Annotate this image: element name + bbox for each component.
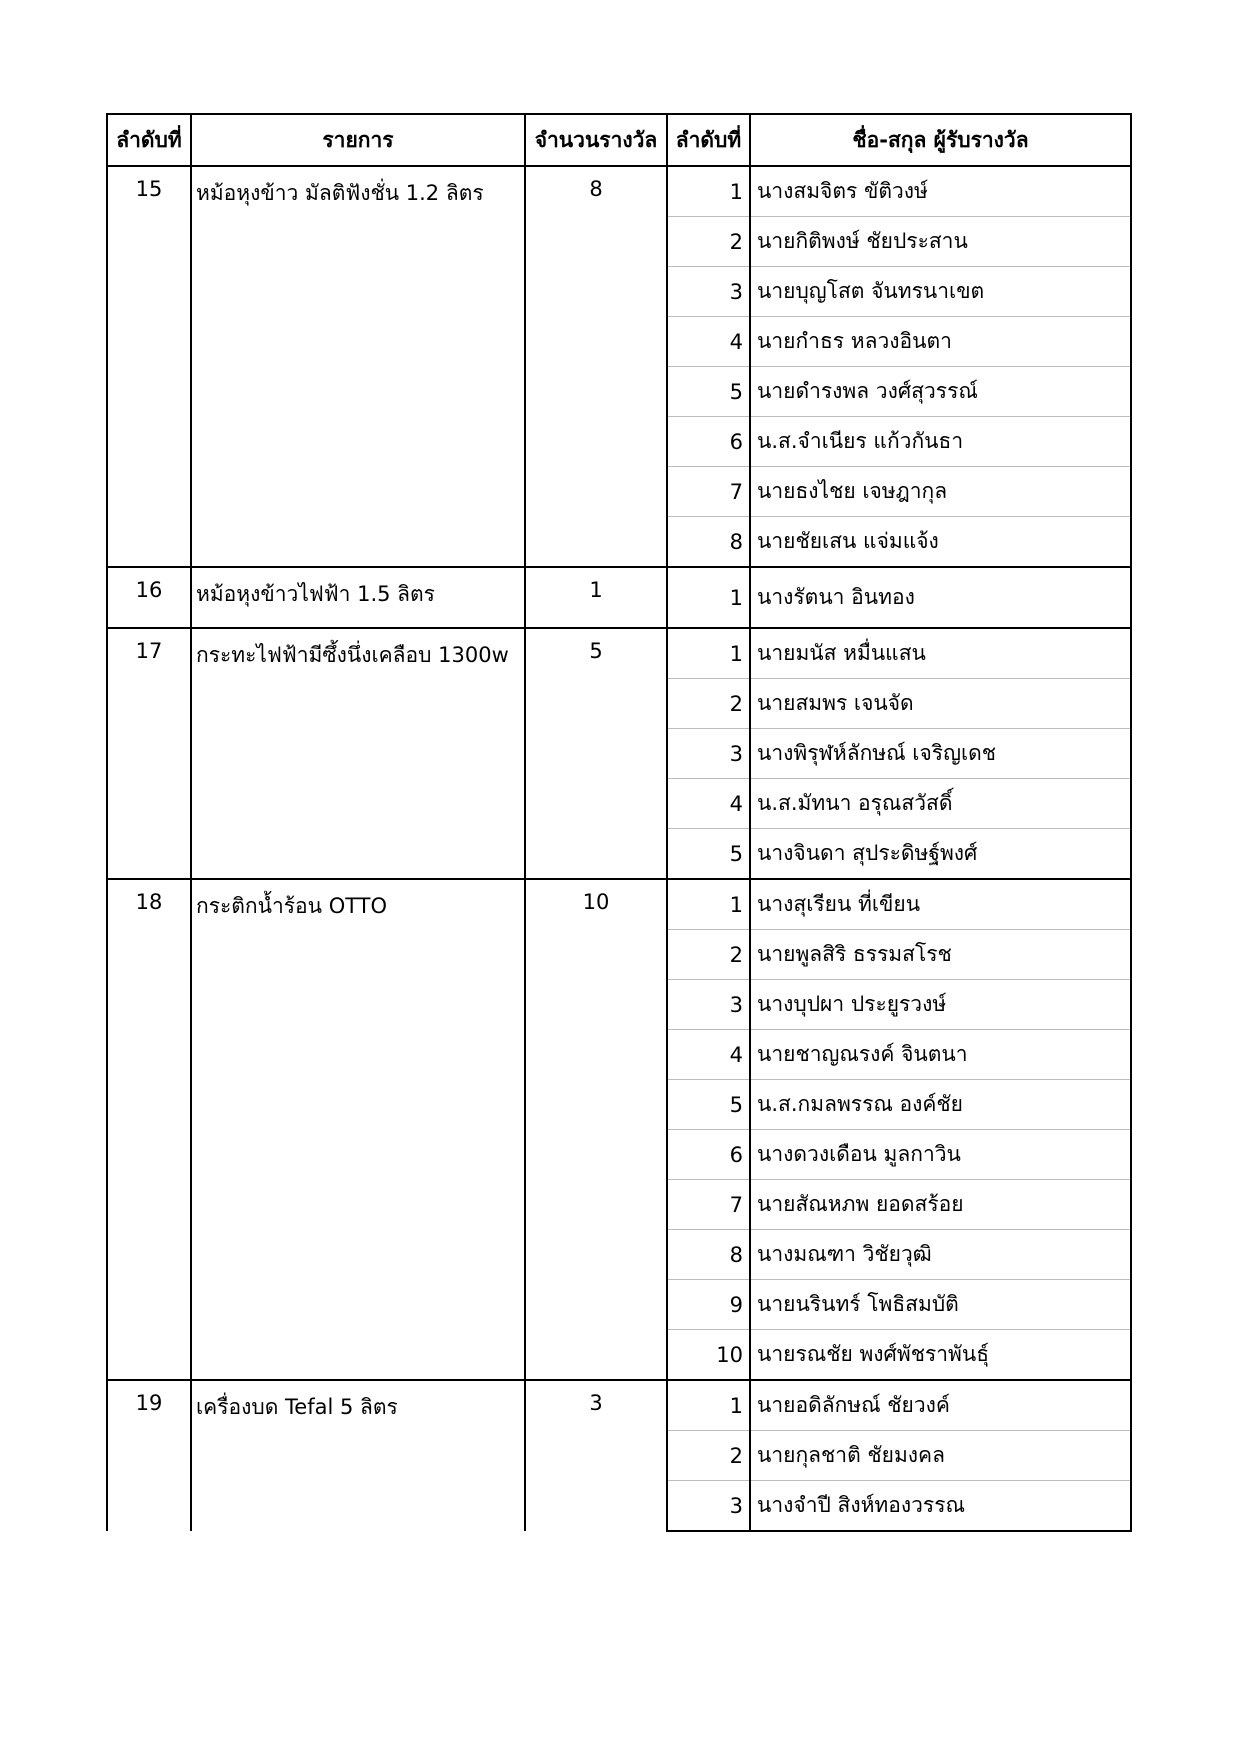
winner-name-cell: นางพิรุฬห์ลักษณ์ เจริญเดช: [750, 729, 1131, 779]
winner-seq-cell: 4: [667, 779, 750, 829]
winner-seq-cell: 6: [667, 417, 750, 467]
winner-seq-cell: 3: [667, 1481, 750, 1532]
winner-name-cell: น.ส.กมลพรรณ องค์ชัย: [750, 1080, 1131, 1130]
header-winner-seq: ลำดับที่: [667, 114, 750, 166]
prize-count-cell: 10: [525, 879, 667, 1380]
winner-seq-cell: 1: [667, 166, 750, 217]
winner-seq-cell: 3: [667, 267, 750, 317]
winner-seq-cell: 3: [667, 729, 750, 779]
item-seq-cell: 18: [107, 879, 191, 1380]
winner-name-cell: นายกำธร หลวงอินตา: [750, 317, 1131, 367]
header-winner-name: ชื่อ-สกุล ผู้รับรางวัล: [750, 114, 1131, 166]
winner-seq-cell: 8: [667, 1230, 750, 1280]
winner-name-cell: นางจำปี สิงห์ทองวรรณ: [750, 1481, 1131, 1532]
winner-seq-cell: 1: [667, 567, 750, 628]
winner-seq-cell: 4: [667, 317, 750, 367]
item-seq-cell: 19: [107, 1380, 191, 1531]
winner-name-cell: นางมณฑา วิชัยวุฒิ: [750, 1230, 1131, 1280]
winner-name-cell: นายรณชัย พงศ์พัชราพันธุ์: [750, 1330, 1131, 1381]
winner-name-cell: นายชัยเสน แจ่มแจ้ง: [750, 517, 1131, 568]
winner-seq-cell: 1: [667, 879, 750, 930]
prize-winners-table: [106, 113, 1132, 1532]
winner-name-cell: น.ส.มัทนา อรุณสวัสดิ์: [750, 779, 1131, 829]
header-item: รายการ: [191, 114, 525, 166]
item-name-cell: หม้อหุงข้าวไฟฟ้า 1.5 ลิตร: [191, 567, 525, 628]
winner-name-cell: นางจินดา สุประดิษฐ์พงศ์: [750, 829, 1131, 880]
winner-seq-cell: 2: [667, 217, 750, 267]
table-row: [107, 567, 1131, 628]
item-name-cell: กระทะไฟฟ้ามีซึ้งนึ่งเคลือบ 1300w: [191, 628, 525, 879]
table-row: [107, 166, 1131, 217]
winner-name-cell: นายกุลชาติ ชัยมงคล: [750, 1431, 1131, 1481]
table-body: [107, 166, 1131, 1531]
winner-seq-cell: 5: [667, 829, 750, 880]
table-row: [107, 1380, 1131, 1431]
winner-name-cell: นายพูลสิริ ธรรมสโรช: [750, 930, 1131, 980]
winner-seq-cell: 5: [667, 1080, 750, 1130]
winner-seq-cell: 8: [667, 517, 750, 568]
winner-name-cell: นางบุปผา ประยูรวงษ์: [750, 980, 1131, 1030]
prize-count-cell: 5: [525, 628, 667, 879]
winner-seq-cell: 2: [667, 930, 750, 980]
prize-winners-table-container: [106, 113, 1130, 1532]
item-seq-cell: 15: [107, 166, 191, 567]
winner-seq-cell: 7: [667, 467, 750, 517]
winner-name-cell: นายชาญณรงค์ จินตนา: [750, 1030, 1131, 1080]
header-count: จำนวนรางวัล: [525, 114, 667, 166]
table-row: [107, 879, 1131, 930]
winner-seq-cell: 10: [667, 1330, 750, 1381]
winner-name-cell: นายดำรงพล วงศ์สุวรรณ์: [750, 367, 1131, 417]
winner-name-cell: นายอดิลักษณ์ ชัยวงค์: [750, 1380, 1131, 1431]
winner-seq-cell: 2: [667, 679, 750, 729]
header-seq: ลำดับที่: [107, 114, 191, 166]
winner-name-cell: น.ส.จำเนียร แก้วกันธา: [750, 417, 1131, 467]
item-seq-cell: 17: [107, 628, 191, 879]
winner-seq-cell: 3: [667, 980, 750, 1030]
winner-seq-cell: 4: [667, 1030, 750, 1080]
winner-name-cell: นายสัณหภพ ยอดสร้อย: [750, 1180, 1131, 1230]
winner-name-cell: นายมนัส หมื่นแสน: [750, 628, 1131, 679]
winner-name-cell: นางสมจิตร ขัติวงษ์: [750, 166, 1131, 217]
winner-seq-cell: 6: [667, 1130, 750, 1180]
winner-name-cell: นางรัตนา อินทอง: [750, 567, 1131, 628]
winner-seq-cell: 1: [667, 1380, 750, 1431]
item-name-cell: กระติกน้ำร้อน OTTO: [191, 879, 525, 1380]
winner-seq-cell: 2: [667, 1431, 750, 1481]
table-row: [107, 628, 1131, 679]
prize-count-cell: 1: [525, 567, 667, 628]
winner-name-cell: นายธงไชย เจษฎากุล: [750, 467, 1131, 517]
winner-seq-cell: 9: [667, 1280, 750, 1330]
winner-name-cell: นางสุเรียน ที่เขียน: [750, 879, 1131, 930]
winner-seq-cell: 7: [667, 1180, 750, 1230]
item-seq-cell: 16: [107, 567, 191, 628]
winner-name-cell: นายนรินทร์ โพธิสมบัติ: [750, 1280, 1131, 1330]
winner-name-cell: นายสมพร เจนจัด: [750, 679, 1131, 729]
prize-count-cell: 3: [525, 1380, 667, 1531]
winner-name-cell: นางดวงเดือน มูลกาวิน: [750, 1130, 1131, 1180]
item-name-cell: หม้อหุงข้าว มัลติฟังชั่น 1.2 ลิตร: [191, 166, 525, 567]
winner-seq-cell: 1: [667, 628, 750, 679]
winner-name-cell: นายบุญโสต จันทรนาเขต: [750, 267, 1131, 317]
winner-seq-cell: 5: [667, 367, 750, 417]
winner-name-cell: นายกิติพงษ์ ชัยประสาน: [750, 217, 1131, 267]
header-row: [107, 114, 1131, 166]
prize-count-cell: 8: [525, 166, 667, 567]
item-name-cell: เครื่องบด Tefal 5 ลิตร: [191, 1380, 525, 1531]
